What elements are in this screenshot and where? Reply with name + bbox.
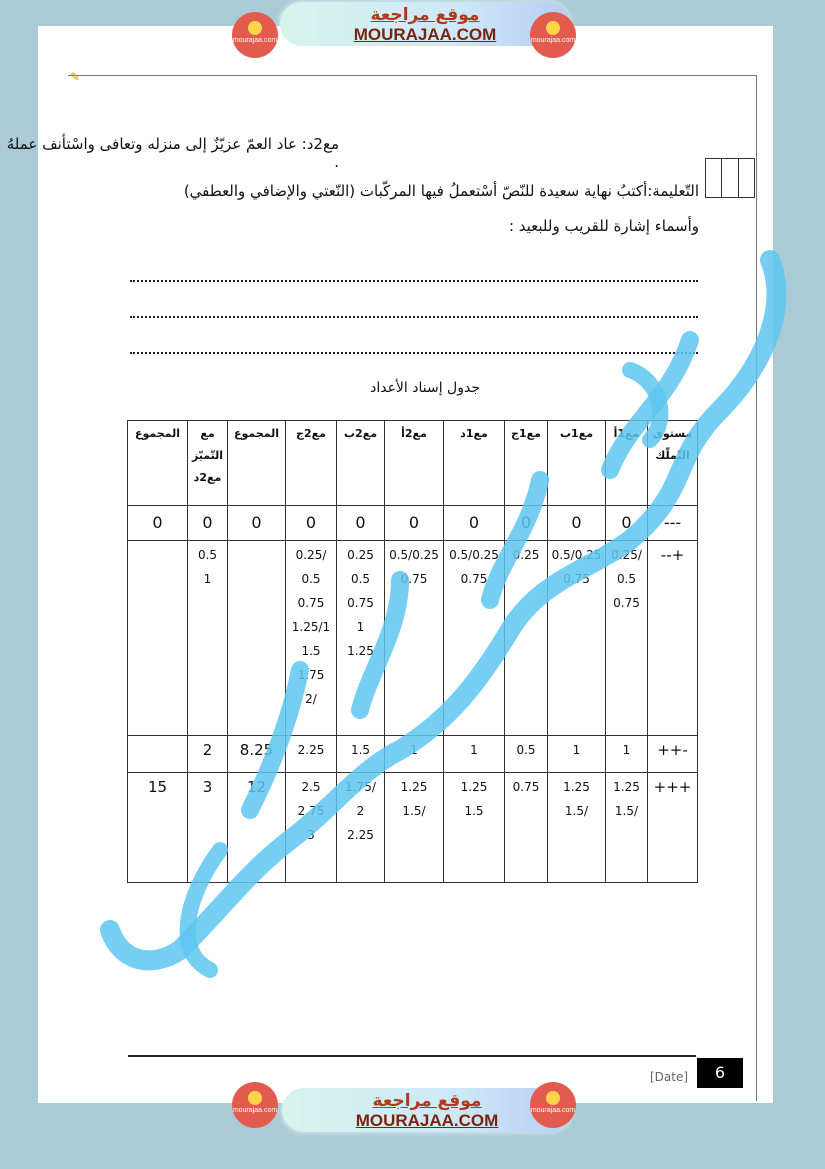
site-logo-right[interactable]: mourajaa.com	[530, 12, 576, 58]
table-cell: 0.5/0.25 0.75	[385, 541, 444, 736]
table-cell: 1	[444, 736, 505, 773]
table-cell: 0.5	[505, 736, 548, 773]
header-cell: مع1د	[444, 421, 505, 506]
table-cell: 0.5/0.25 0.75	[548, 541, 606, 736]
table-cell: 1	[385, 736, 444, 773]
answer-line-3[interactable]	[130, 342, 698, 354]
table-row	[128, 506, 698, 541]
logo-icon	[546, 21, 560, 35]
table-cell: 0	[128, 506, 188, 541]
table-cell: /0.25 0.5 0.75	[606, 541, 648, 736]
table-row	[128, 736, 698, 773]
answer-line-2[interactable]	[130, 306, 698, 318]
table-cell: 3	[188, 773, 228, 883]
table-cell: 0.75	[505, 773, 548, 883]
footer-date: [Date]	[650, 1070, 689, 1084]
table-cell: 0	[548, 506, 606, 541]
table-cell: 0	[505, 506, 548, 541]
logo-icon	[248, 1091, 262, 1105]
table-cell: 12	[228, 773, 286, 883]
table-cell: 2	[188, 736, 228, 773]
footer-badge-latin: MOURAJAA.COM	[355, 1111, 499, 1130]
table-cell: 0.5 1	[188, 541, 228, 736]
table-cell: 0	[444, 506, 505, 541]
header-cell: مستوى التّملّك	[648, 421, 698, 506]
table-header-row	[128, 421, 698, 506]
answer-line-1[interactable]	[130, 270, 698, 282]
site-logo-left[interactable]: mourajaa.com	[232, 12, 278, 58]
table-cell: 0	[286, 506, 337, 541]
footer-site-badge[interactable]	[282, 1088, 572, 1132]
grade-boxes	[705, 158, 755, 198]
table-cell: 0.25 0.5 0.75 1 1.25	[337, 541, 385, 736]
table-cell: 0	[188, 506, 228, 541]
table-cell: 0	[606, 506, 648, 541]
header-cell: مع1ب	[548, 421, 606, 506]
table-cell: /0.25 0.5 0.75 1.25/1 1.5 1.75 /2	[286, 541, 337, 736]
table-cell: 0.25	[505, 541, 548, 736]
table-cell	[128, 736, 188, 773]
table-row	[128, 541, 698, 736]
table-cell: 8.25	[228, 736, 286, 773]
table-cell: ---	[648, 506, 698, 541]
table-cell: +--	[648, 541, 698, 736]
table-cell: 2.5 2.75 3	[286, 773, 337, 883]
header-badge-arabic: موقع مراجعة	[370, 5, 480, 25]
header-cell: المجموع	[228, 421, 286, 506]
footer-rule	[128, 1055, 696, 1057]
footer-logo-left[interactable]: mourajaa.com	[232, 1082, 278, 1128]
header-site-badge[interactable]	[280, 2, 570, 46]
header-badge-latin: MOURAJAA.COM	[353, 25, 497, 44]
table-cell: /1.75 2 2.25	[337, 773, 385, 883]
table-cell: 1.25 /1.5	[548, 773, 606, 883]
table-cell: 0	[228, 506, 286, 541]
table-cell: 0	[337, 506, 385, 541]
header-cell: المجموع	[128, 421, 188, 506]
footer-logo-right[interactable]: mourajaa.com	[530, 1082, 576, 1128]
table-cell: 1.25 /1.5	[606, 773, 648, 883]
table-cell: -++	[648, 736, 698, 773]
instruction-continuation: وأسماء إشارة للقريب وللبعيد :	[508, 217, 699, 235]
table-cell: 1.25 /1.5	[385, 773, 444, 883]
header-cell: مع2أ	[385, 421, 444, 506]
footer-badge-arabic: موقع مراجعة	[372, 1091, 482, 1111]
grading-table	[127, 420, 698, 883]
header-cell: مع2ب	[337, 421, 385, 506]
table-title: جدول إسناد الأعداد	[370, 380, 480, 396]
table-cell: 15	[128, 773, 188, 883]
header-cell: مع1ج	[505, 421, 548, 506]
table-cell: 0	[385, 506, 444, 541]
pin-icon: ✎	[70, 70, 81, 84]
table-cell	[228, 541, 286, 736]
table-row	[128, 773, 698, 883]
header-cell: مع2ج	[286, 421, 337, 506]
table-cell: 2.25	[286, 736, 337, 773]
header-cell: مع1أ	[606, 421, 648, 506]
instruction-line: التّعليمة:أكتبُ نهاية سعيدة للنّصّ أسْتعملُ فيها المركّبات (النّعتي والإضافي والعطفي)	[183, 182, 699, 200]
table-cell: 1	[606, 736, 648, 773]
table-cell: 0.5/0.25 0.75	[444, 541, 505, 736]
page-number: 6	[697, 1058, 743, 1088]
table-cell	[128, 541, 188, 736]
table-cell: 1	[548, 736, 606, 773]
logo-icon	[546, 1091, 560, 1105]
table-cell: 1.25 1.5	[444, 773, 505, 883]
table-cell: 1.5	[337, 736, 385, 773]
exercise-line-1: مع2د: عاد العمّ عزيّزٌ إلى منزله وتعافى واسْتأنف عملهُ .	[6, 135, 339, 171]
logo-icon	[248, 21, 262, 35]
table-cell: +++	[648, 773, 698, 883]
header-cell: مع التّميّز مع2د	[188, 421, 228, 506]
